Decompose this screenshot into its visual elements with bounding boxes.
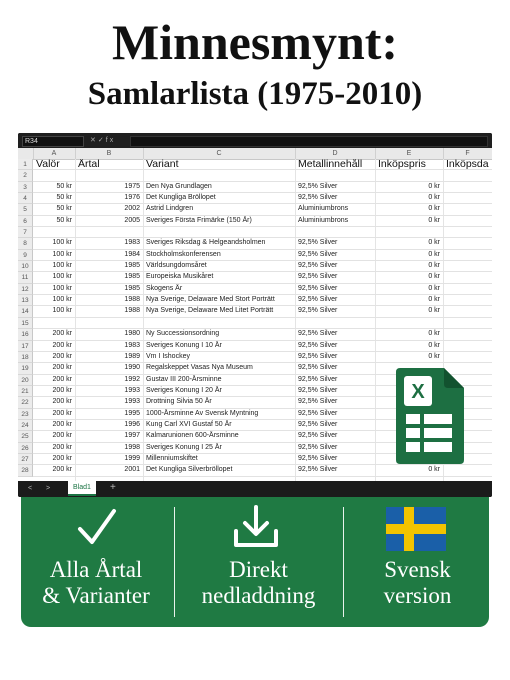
table-cell[interactable]: 0 kr — [428, 307, 440, 315]
table-cell[interactable]: 1976 — [124, 194, 140, 202]
prev-sheet-button[interactable]: < — [28, 485, 33, 492]
table-cell[interactable]: 92,5% Silver — [298, 454, 338, 462]
row-number[interactable]: 10 — [18, 261, 33, 272]
table-cell[interactable]: 0 kr — [428, 273, 440, 281]
table-cell[interactable]: 1999 — [124, 454, 140, 462]
table-row — [33, 193, 492, 204]
feature-label: Alla Årtal — [49, 557, 143, 582]
table-cell[interactable]: 92,5% Silver — [298, 273, 338, 281]
add-sheet-button[interactable]: + — [110, 482, 116, 493]
table-row — [33, 261, 492, 272]
table-cell[interactable]: 200 kr — [52, 454, 72, 462]
table-cell[interactable]: 1988 — [124, 296, 140, 304]
table-row — [33, 318, 492, 329]
select-all-corner[interactable] — [18, 148, 34, 159]
row-number[interactable]: 15 — [18, 318, 33, 329]
table-row — [33, 227, 492, 238]
column-header-c[interactable]: C — [143, 148, 296, 159]
table-cell[interactable]: 100 kr — [52, 307, 72, 315]
excel-letter: X — [411, 381, 425, 403]
table-cell[interactable]: Sveriges Första Frimärke (150 År) — [146, 216, 252, 224]
table-cell[interactable]: 0 kr — [428, 216, 440, 224]
table-cell[interactable]: 200 kr — [52, 375, 72, 383]
table-cell[interactable]: 1995 — [124, 409, 140, 417]
table-cell[interactable]: Aluminiumbrons — [298, 205, 349, 213]
table-cell[interactable]: Kalmarunionen 600-Årsminne — [146, 432, 239, 440]
table-cell[interactable]: 50 kr — [56, 182, 72, 190]
table-cell[interactable]: 1993 — [124, 386, 140, 394]
table-row — [33, 329, 492, 340]
table-cell[interactable]: Regalskeppet Vasas Nya Museum — [146, 364, 253, 372]
row-number[interactable]: 6 — [18, 216, 33, 227]
table-cell[interactable]: 1988 — [124, 307, 140, 315]
feature-direct-download — [176, 557, 341, 609]
row-number[interactable]: 3 — [18, 182, 33, 193]
table-cell[interactable]: 1984 — [124, 250, 140, 258]
table-cell[interactable]: 92,5% Silver — [298, 398, 338, 406]
table-cell[interactable]: 92,5% Silver — [298, 307, 338, 315]
table-cell[interactable]: 0 kr — [428, 284, 440, 292]
table-cell[interactable]: 92,5% Silver — [298, 296, 338, 304]
table-row — [33, 250, 492, 261]
table-cell[interactable]: Kung Carl XVI Gustaf 50 År — [146, 420, 232, 428]
header-cell[interactable]: Metallinnehåll — [298, 159, 363, 170]
row-number[interactable]: 16 — [18, 329, 33, 340]
table-cell[interactable]: Sveriges Konung I 25 År — [146, 443, 222, 451]
table-cell[interactable]: 92,5% Silver — [298, 182, 338, 190]
table-cell[interactable]: 2002 — [124, 205, 140, 213]
table-cell[interactable]: Det Kungliga Bröllopet — [146, 194, 216, 202]
table-row — [33, 284, 492, 295]
table-cell[interactable]: 1985 — [124, 262, 140, 270]
fx-label: fx — [105, 137, 116, 144]
cancel-icon: ✕ — [90, 137, 98, 144]
table-row — [33, 216, 492, 227]
sheet-tab-blad1[interactable]: Blad1 — [68, 481, 96, 496]
table-cell[interactable]: 1975 — [124, 182, 140, 190]
table-row — [33, 182, 492, 193]
table-cell[interactable]: 2001 — [124, 466, 140, 474]
row-number[interactable]: 17 — [18, 341, 33, 352]
column-header-d[interactable]: D — [295, 148, 376, 159]
table-cell[interactable]: Skogens År — [146, 284, 183, 292]
table-cell[interactable]: Sveriges Konung I 10 År — [146, 341, 222, 349]
column-header-a[interactable]: A — [33, 148, 76, 159]
table-cell[interactable]: 1983 — [124, 341, 140, 349]
table-cell[interactable]: 50 kr — [56, 205, 72, 213]
header-cell[interactable]: Inköpsda — [446, 159, 489, 170]
row-number[interactable]: 28 — [18, 465, 33, 476]
row-number[interactable]: 4 — [18, 193, 33, 204]
table-row — [33, 204, 492, 215]
formula-input[interactable] — [130, 136, 488, 147]
header-cell[interactable]: Valör — [36, 159, 60, 170]
header-cell[interactable]: Årtal — [78, 159, 100, 170]
row-number[interactable]: 8 — [18, 238, 33, 249]
table-cell[interactable]: 1980 — [124, 330, 140, 338]
row-number[interactable]: 14 — [18, 306, 33, 317]
table-cell[interactable]: 1993 — [124, 398, 140, 406]
table-cell[interactable]: 100 kr — [52, 239, 72, 247]
confirm-icon: ✓ — [97, 137, 106, 144]
table-cell[interactable]: 0 kr — [428, 352, 440, 360]
download-icon — [233, 505, 279, 549]
table-cell[interactable]: Stockholmskonferensen — [146, 250, 221, 258]
table-cell[interactable]: 100 kr — [52, 262, 72, 270]
table-cell[interactable]: 50 kr — [56, 194, 72, 202]
table-cell[interactable]: 200 kr — [52, 352, 72, 360]
table-cell[interactable]: 1000-Årsminne Av Svensk Myntning — [146, 409, 259, 417]
column-header-f[interactable]: F — [443, 148, 492, 159]
table-cell[interactable]: 100 kr — [52, 284, 72, 292]
table-cell[interactable]: Gustav III 200-Årsminne — [146, 375, 222, 383]
table-row — [33, 295, 492, 306]
row-number[interactable]: 26 — [18, 443, 33, 454]
table-cell[interactable]: 200 kr — [52, 364, 72, 372]
table-header-row — [33, 159, 492, 170]
table-cell[interactable]: 1996 — [124, 420, 140, 428]
table-cell[interactable]: 200 kr — [52, 443, 72, 451]
table-cell[interactable]: 92,5% Silver — [298, 194, 338, 202]
table-cell[interactable]: 200 kr — [52, 409, 72, 417]
table-cell[interactable]: 0 kr — [428, 341, 440, 349]
table-cell[interactable]: 200 kr — [52, 386, 72, 394]
table-row — [33, 306, 492, 317]
table-cell[interactable]: 0 kr — [428, 182, 440, 190]
page-subtitle: Samlarlista (1975-2010) — [87, 76, 423, 112]
table-cell[interactable]: 1992 — [124, 375, 140, 383]
table-cell[interactable]: 0 kr — [428, 205, 440, 213]
feature-label: Direkt — [229, 557, 288, 582]
excel-icon — [396, 368, 464, 464]
row-number[interactable]: 19 — [18, 363, 33, 374]
header-cell[interactable]: Inköpspris — [378, 159, 426, 170]
table-row — [33, 352, 492, 363]
row-number[interactable]: 23 — [18, 409, 33, 420]
page-title: Minnesmynt: — [111, 14, 399, 70]
fx-icon — [90, 136, 115, 145]
table-cell[interactable]: 1989 — [124, 352, 140, 360]
table-cell[interactable]: Det Kungliga Silverbröllopet — [146, 466, 233, 474]
row-numbers — [18, 159, 33, 477]
table-cell[interactable]: 0 kr — [428, 194, 440, 202]
table-cell[interactable]: 0 kr — [428, 239, 440, 247]
table-cell[interactable]: 200 kr — [52, 330, 72, 338]
table-cell[interactable]: 0 kr — [428, 466, 440, 474]
row-number[interactable]: 13 — [18, 295, 33, 306]
row-number[interactable]: 20 — [18, 375, 33, 386]
table-cell[interactable]: Sveriges Riksdag & Helgeandsholmen — [146, 239, 266, 247]
table-cell[interactable]: Den Nya Grundlagen — [146, 182, 212, 190]
row-number[interactable]: 2 — [18, 170, 33, 181]
row-number[interactable]: 25 — [18, 431, 33, 442]
table-cell[interactable]: 1985 — [124, 273, 140, 281]
feature-swedish-version — [346, 557, 489, 609]
table-cell[interactable]: 92,5% Silver — [298, 352, 338, 360]
table-cell[interactable]: 200 kr — [52, 341, 72, 349]
feature-label: Svensk — [384, 557, 451, 582]
table-row — [33, 170, 492, 181]
table-cell[interactable]: Drottning Silvia 50 År — [146, 398, 212, 406]
table-cell[interactable]: Världsungdomsåret — [146, 262, 207, 270]
table-cell[interactable]: 92,5% Silver — [298, 466, 338, 474]
table-cell[interactable]: 92,5% Silver — [298, 364, 338, 372]
name-box[interactable]: R34 — [22, 136, 84, 147]
table-cell[interactable]: 200 kr — [52, 420, 72, 428]
table-cell[interactable]: 92,5% Silver — [298, 420, 338, 428]
formula-bar — [18, 133, 492, 149]
table-cell[interactable]: 92,5% Silver — [298, 284, 338, 292]
table-cell[interactable]: 100 kr — [52, 250, 72, 258]
table-cell[interactable]: 92,5% Silver — [298, 330, 338, 338]
table-cell[interactable]: Nya Sverige, Delaware Med Stort Porträtt — [146, 296, 275, 304]
header-cell[interactable]: Variant — [146, 159, 179, 170]
table-cell[interactable]: 2005 — [124, 216, 140, 224]
checkmark-icon — [77, 507, 117, 547]
feature-label: version — [383, 583, 452, 608]
table-row — [33, 341, 492, 352]
table-cell[interactable]: 200 kr — [52, 466, 72, 474]
column-header-b[interactable]: B — [75, 148, 144, 159]
row-number[interactable]: 21 — [18, 386, 33, 397]
table-cell[interactable]: 92,5% Silver — [298, 239, 338, 247]
table-cell[interactable]: 0 kr — [428, 330, 440, 338]
table-cell[interactable]: Sveriges Konung I 20 År — [146, 386, 222, 394]
table-cell[interactable]: 200 kr — [52, 432, 72, 440]
feature-label: nedladdning — [201, 583, 316, 608]
table-cell[interactable]: 92,5% Silver — [298, 375, 338, 383]
table-cell[interactable]: Aluminiumbrons — [298, 216, 349, 224]
table-cell[interactable]: 1998 — [124, 443, 140, 451]
row-number[interactable]: 12 — [18, 284, 33, 295]
table-cell[interactable]: 0 kr — [428, 296, 440, 304]
feature-all-years — [21, 557, 171, 609]
table-cell[interactable]: 100 kr — [52, 296, 72, 304]
row-number[interactable]: 1 — [18, 159, 33, 170]
table-cell[interactable]: Vm I Ishockey — [146, 352, 190, 360]
table-cell[interactable]: Europeiska Musikåret — [146, 273, 214, 281]
row-number[interactable]: 9 — [18, 250, 33, 261]
table-row — [33, 272, 492, 283]
table-cell[interactable]: Millenniumskiftet — [146, 454, 198, 462]
sheet-tab-bar — [18, 481, 492, 497]
table-cell[interactable]: 1983 — [124, 239, 140, 247]
row-number[interactable]: 18 — [18, 352, 33, 363]
row-number[interactable]: 24 — [18, 420, 33, 431]
table-cell[interactable]: 1985 — [124, 284, 140, 292]
row-number[interactable]: 22 — [18, 397, 33, 408]
table-cell[interactable]: 200 kr — [52, 398, 72, 406]
table-cell[interactable]: 92,5% Silver — [298, 262, 338, 270]
table-cell[interactable]: 92,5% Silver — [298, 409, 338, 417]
feature-label: & Varianter — [42, 583, 150, 608]
swedish-flag-icon — [386, 507, 446, 551]
table-cell[interactable]: Astrid Lindgren — [146, 205, 194, 213]
table-cell[interactable]: 92,5% Silver — [298, 250, 338, 258]
table-cell[interactable]: Nya Sverige, Delaware Med Litet Porträtt — [146, 307, 274, 315]
table-row — [33, 465, 492, 476]
table-cell[interactable]: 0 kr — [428, 262, 440, 270]
row-number[interactable]: 11 — [18, 272, 33, 283]
table-cell[interactable]: 100 kr — [52, 273, 72, 281]
table-cell[interactable]: 50 kr — [56, 216, 72, 224]
table-cell[interactable]: Ny Successionsordning — [146, 330, 220, 338]
table-cell[interactable]: 0 kr — [428, 250, 440, 258]
table-cell[interactable]: 1997 — [124, 432, 140, 440]
table-cell[interactable]: 1990 — [124, 364, 140, 372]
row-number[interactable]: 27 — [18, 454, 33, 465]
row-number[interactable]: 7 — [18, 227, 33, 238]
table-row — [33, 238, 492, 249]
table-cell[interactable]: 92,5% Silver — [298, 341, 338, 349]
table-cell[interactable]: 92,5% Silver — [298, 443, 338, 451]
table-cell[interactable]: 92,5% Silver — [298, 432, 338, 440]
feature-banner — [21, 497, 489, 627]
next-sheet-button[interactable]: > — [46, 485, 51, 492]
column-header-e[interactable]: E — [375, 148, 444, 159]
table-cell[interactable]: 92,5% Silver — [298, 386, 338, 394]
row-number[interactable]: 5 — [18, 204, 33, 215]
